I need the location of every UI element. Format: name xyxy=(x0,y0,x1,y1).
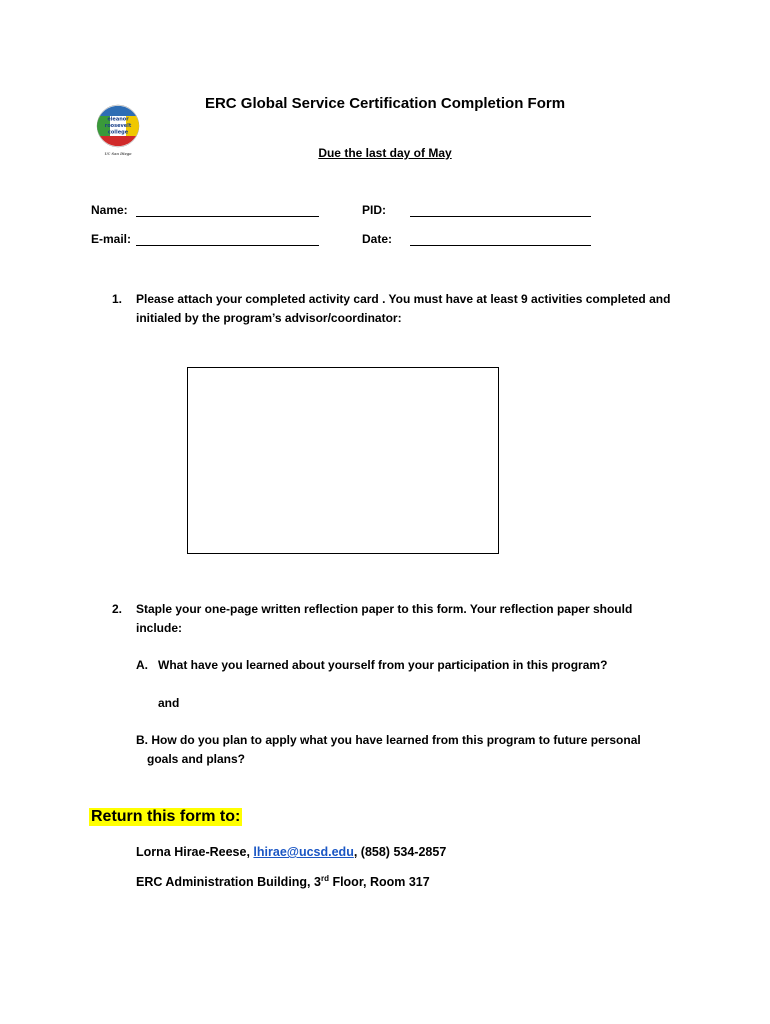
date-label: Date: xyxy=(362,232,393,246)
item-2-line-2: include: xyxy=(136,621,183,635)
address-sup: rd xyxy=(320,873,329,883)
logo-tagline: UC San Diego xyxy=(104,152,132,156)
item-2-line-1: Staple your one-page written reflection paper to this form. Your reflection paper should xyxy=(136,602,633,616)
contact-email-link[interactable]: lhirae@ucsd.edu xyxy=(253,845,354,859)
date-field[interactable] xyxy=(410,233,591,246)
item-1-number: 1. xyxy=(112,292,123,306)
contact-line xyxy=(136,845,446,859)
name-label: Name: xyxy=(91,203,128,217)
email-label: E-mail: xyxy=(91,232,132,246)
form-title: ERC Global Service Certification Completion Form xyxy=(204,95,566,112)
and-text: and xyxy=(158,696,180,710)
due-date-note: Due the last day of May xyxy=(318,146,452,160)
name-field[interactable] xyxy=(136,204,319,217)
question-a: A. What have you learned about yourself from your participation in this program? xyxy=(136,658,608,672)
item-2-number: 2. xyxy=(112,602,123,616)
address-line xyxy=(136,875,430,889)
contact-phone: , (858) 534-2857 xyxy=(353,845,447,859)
address-post: Floor, Room 317 xyxy=(328,875,430,889)
pid-field[interactable] xyxy=(410,204,591,217)
return-heading: Return this form to: xyxy=(91,808,241,825)
logo-line-2: roosevelt xyxy=(104,123,132,129)
logo-line-1: eleanor xyxy=(107,116,129,123)
logo-line-3: college xyxy=(107,129,129,136)
address-pre: ERC Administration Building, 3 xyxy=(136,875,321,889)
item-1-line-1: Please attach your completed activity card . You must have at least 9 activities completed and xyxy=(136,292,671,306)
question-b-line-1: B. How do you plan to apply what you have learned from this program to future personal xyxy=(136,733,641,747)
activity-card-attachment-box xyxy=(187,367,499,554)
item-1-line-2: initialed by the program’s advisor/coordinator: xyxy=(136,311,402,325)
contact-name: Lorna Hirae-Reese, xyxy=(136,845,254,859)
email-field[interactable] xyxy=(136,233,319,246)
pid-label: PID: xyxy=(362,203,386,217)
question-b-line-2: goals and plans? xyxy=(147,752,246,766)
